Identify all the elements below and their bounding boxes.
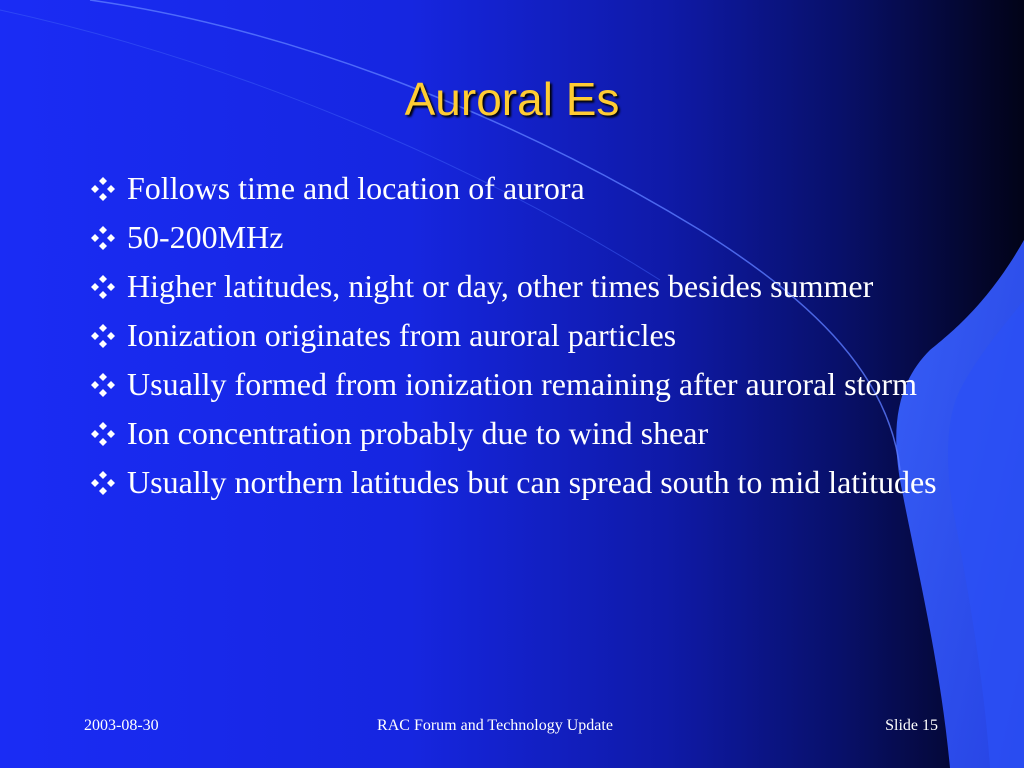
footer-title: RAC Forum and Technology Update bbox=[377, 717, 613, 734]
bullet-text: Usually formed from ionization remaining after auroral storm bbox=[127, 366, 917, 402]
four-diamond-icon bbox=[90, 470, 116, 496]
bullet-list bbox=[90, 168, 950, 511]
four-diamond-icon bbox=[90, 421, 116, 447]
bullet-item bbox=[90, 266, 950, 306]
bullet-text: Follows time and location of aurora bbox=[127, 170, 585, 206]
four-diamond-icon bbox=[90, 176, 116, 202]
slide-title: Auroral Es bbox=[404, 73, 620, 125]
bullet-text: Ion concentration probably due to wind shear bbox=[127, 415, 709, 451]
bullet-item bbox=[90, 413, 950, 453]
bullet-item bbox=[90, 217, 950, 257]
bullet-item bbox=[90, 168, 950, 208]
footer-date: 2003-08-30 bbox=[84, 717, 159, 734]
four-diamond-icon bbox=[90, 225, 116, 251]
four-diamond-icon bbox=[90, 323, 116, 349]
four-diamond-icon bbox=[90, 274, 116, 300]
bullet-text: 50-200MHz bbox=[127, 219, 284, 255]
slide-number: Slide 15 bbox=[885, 717, 938, 734]
bullet-text: Ionization originates from auroral particles bbox=[127, 317, 677, 353]
bullet-item bbox=[90, 364, 950, 404]
bullet-item bbox=[90, 315, 950, 355]
bullet-text: Higher latitudes, night or day, other times besides summer bbox=[127, 268, 874, 304]
four-diamond-icon bbox=[90, 372, 116, 398]
bullet-text: Usually northern latitudes but can spread south to mid latitudes bbox=[127, 464, 937, 500]
bullet-item bbox=[90, 462, 950, 502]
